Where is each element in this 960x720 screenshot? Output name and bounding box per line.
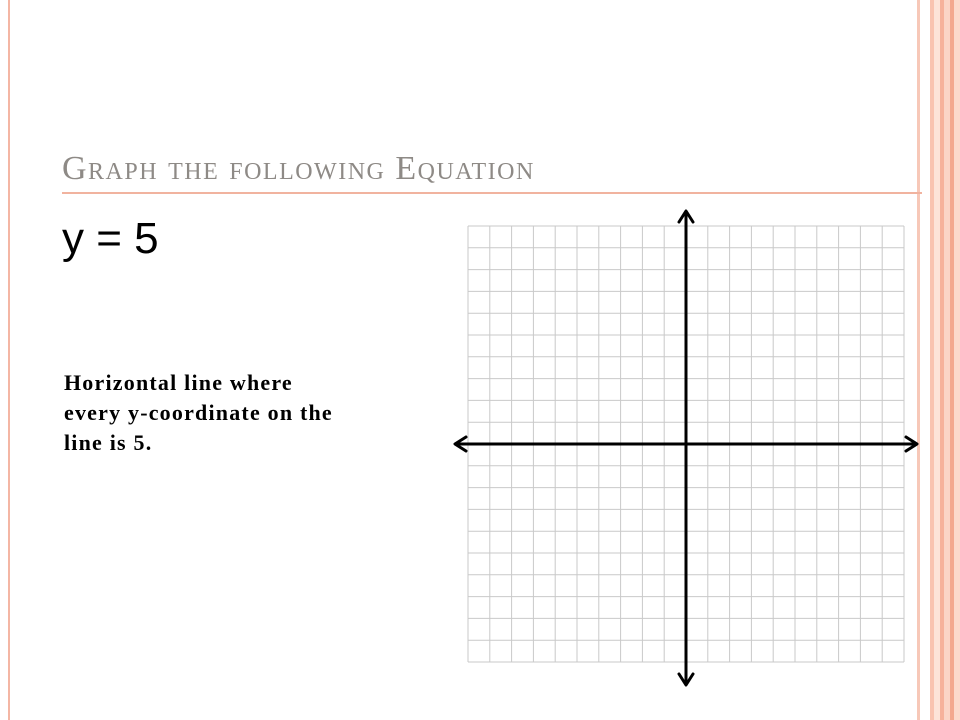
left-accent-border (8, 0, 10, 720)
equation-text: y = 5 (62, 214, 159, 263)
axes (455, 211, 917, 685)
coordinate-grid (446, 206, 922, 688)
explanation-text: Horizontal line where every y-coordinate on the line is 5. (64, 370, 333, 455)
right-decorative-stripes (916, 0, 960, 720)
slide-title: Graph the following Equation (62, 150, 535, 187)
title-divider (62, 192, 922, 194)
